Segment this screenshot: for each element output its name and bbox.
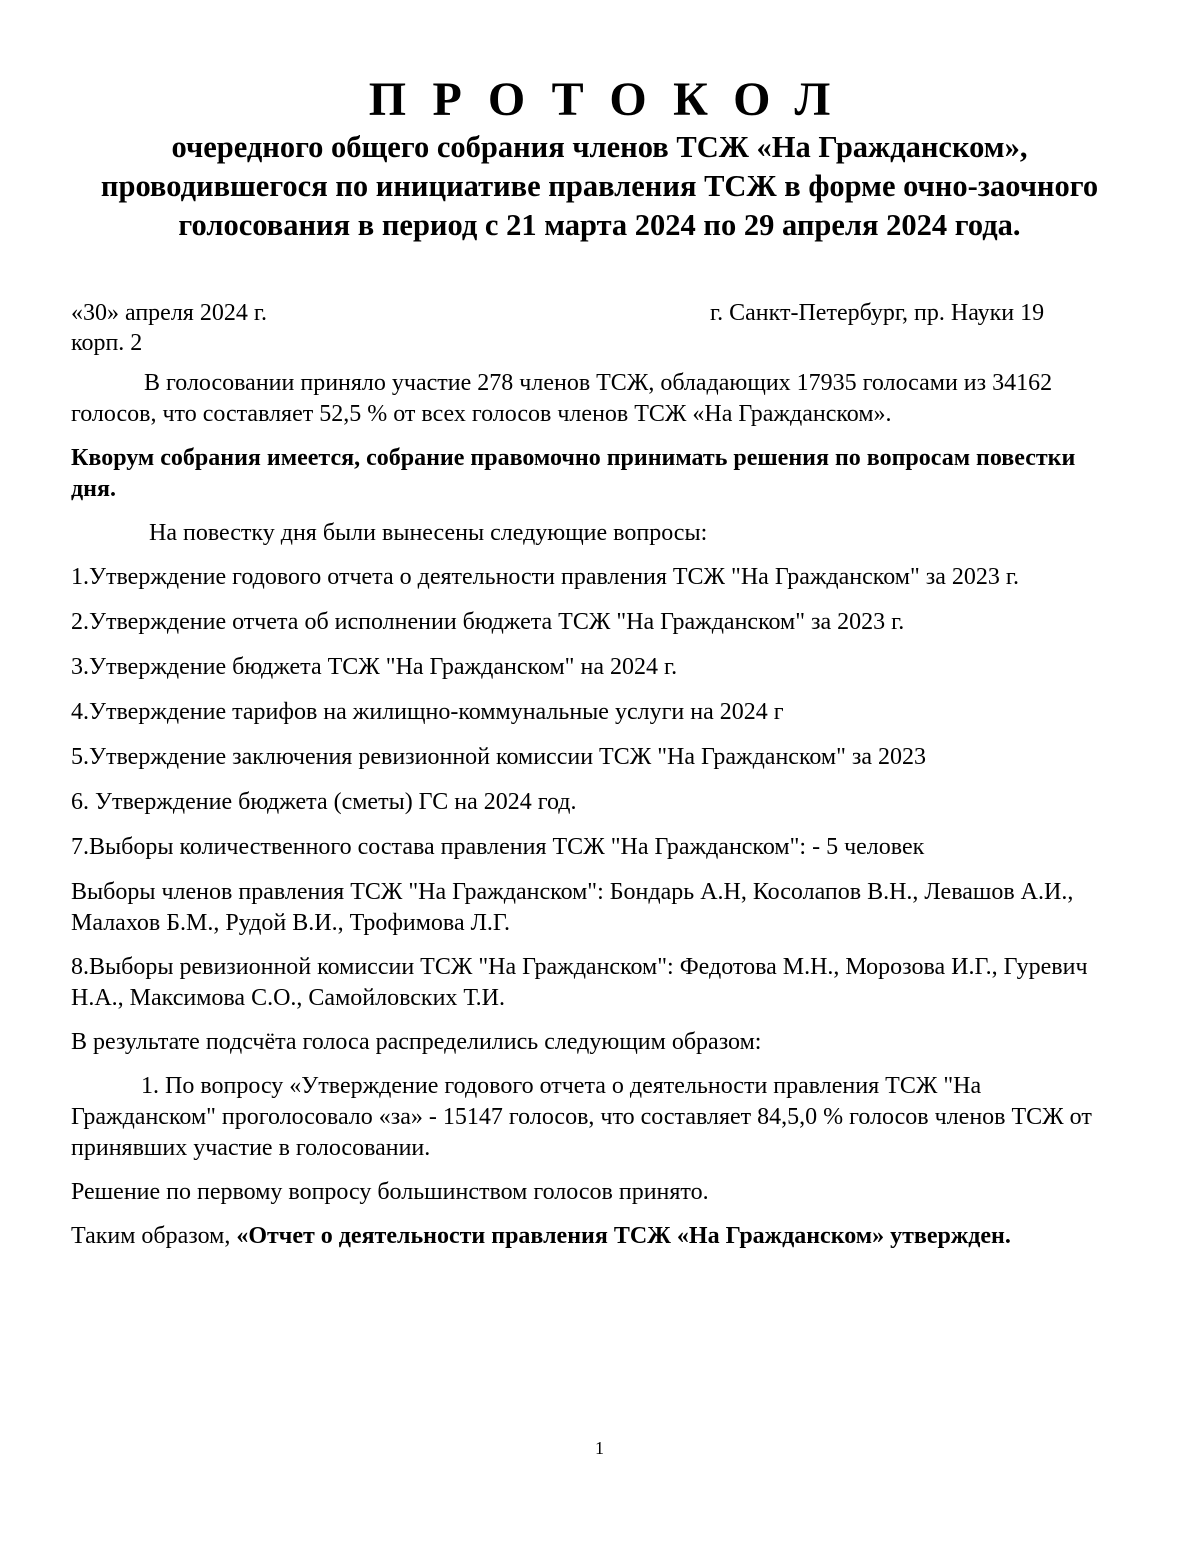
agenda-item: 6. Утверждение бюджета (сметы) ГС на 2024 год.: [71, 789, 577, 815]
agenda-item: 3.Утверждение бюджета ТСЖ "На Гражданском" на 2024 г.: [71, 654, 678, 680]
conclusion-bold: «Отчет о деятельности правления ТСЖ «На Гражданском» утвержден.: [236, 1223, 1011, 1249]
subtitle-line: очередного общего собрания членов ТСЖ «На Гражданском»,: [171, 130, 1028, 164]
conclusion-prefix: Таким образом,: [71, 1223, 237, 1249]
agenda-intro: На повестку дня были вынесены следующие вопросы:: [149, 520, 708, 546]
agenda-item: 5.Утверждение заключения ревизионной комиссии ТСЖ "На Гражданском" за 2023: [71, 744, 927, 770]
results-intro: В результате подсчёта голоса распределились следующим образом:: [71, 1029, 762, 1055]
meeting-place-continuation: корп. 2: [71, 330, 143, 356]
agenda-item: 2.Утверждение отчета об исполнении бюджета ТСЖ "На Гражданском" за 2023 г.: [71, 609, 905, 635]
quorum-statement: Кворум собрания имеется, собрание правомочно принимать решения по вопросам повестки дня.: [71, 445, 1076, 502]
meeting-date: «30» апреля 2024 г.: [71, 300, 267, 326]
conclusion-statement: [71, 1221, 1111, 1252]
document-body: [71, 368, 1111, 1252]
subtitle-line: проводившегося по инициативе правления ТСЖ в форме очно-заочного: [100, 169, 1099, 203]
participation-paragraph: В голосовании приняло участие 278 членов ТСЖ, обладающих 17935 голосами из 34162 голосов, что составляет 52,5 % от всех голосов членов ТСЖ «На Гражданском».: [71, 370, 1053, 427]
agenda-item: 1.Утверждение годового отчета о деятельности правления ТСЖ "На Гражданском" за 2023 г.: [71, 564, 1020, 590]
agenda-item: 7.Выборы количественного состава правления ТСЖ "На Гражданском": - 5 человек: [71, 834, 925, 860]
agenda-item: 8.Выборы ревизионной комиссии ТСЖ "На Гражданском": Федотова М.Н., Морозова И.Г., Гуревич Н.А., Максимова С.О., Самойловских Т.И.: [71, 954, 1088, 1011]
agenda-item: 4.Утверждение тарифов на жилищно-коммунальные услуги на 2024 г: [71, 699, 784, 725]
date-place-line: [71, 298, 1081, 328]
page-number: 1: [595, 1438, 604, 1458]
result-item-1: 1. По вопросу «Утверждение годового отчета о деятельности правления ТСЖ "На Гражданском" проголосовало «за» - 15147 голосов, что составляет 84,5,0 % голосов членов ТСЖ от принявших участие в голосовании.: [71, 1073, 1092, 1161]
decision-statement: Решение по первому вопросу большинством голосов принято.: [71, 1179, 709, 1205]
document-title: ПРОТОКОЛ: [368, 73, 857, 126]
document-subtitle: [40, 128, 1159, 245]
agenda-item: Выборы членов правления ТСЖ "На Гражданском": Бондарь А.Н, Косолапов В.Н., Левашов А.И., Малахов Б.М., Рудой В.И., Трофимова Л.Г.: [71, 879, 1074, 936]
subtitle-line: голосования в период с 21 марта 2024 по 29 апреля 2024 года.: [178, 208, 1021, 242]
meeting-place: г. Санкт-Петербург, пр. Науки 19: [710, 300, 1045, 326]
